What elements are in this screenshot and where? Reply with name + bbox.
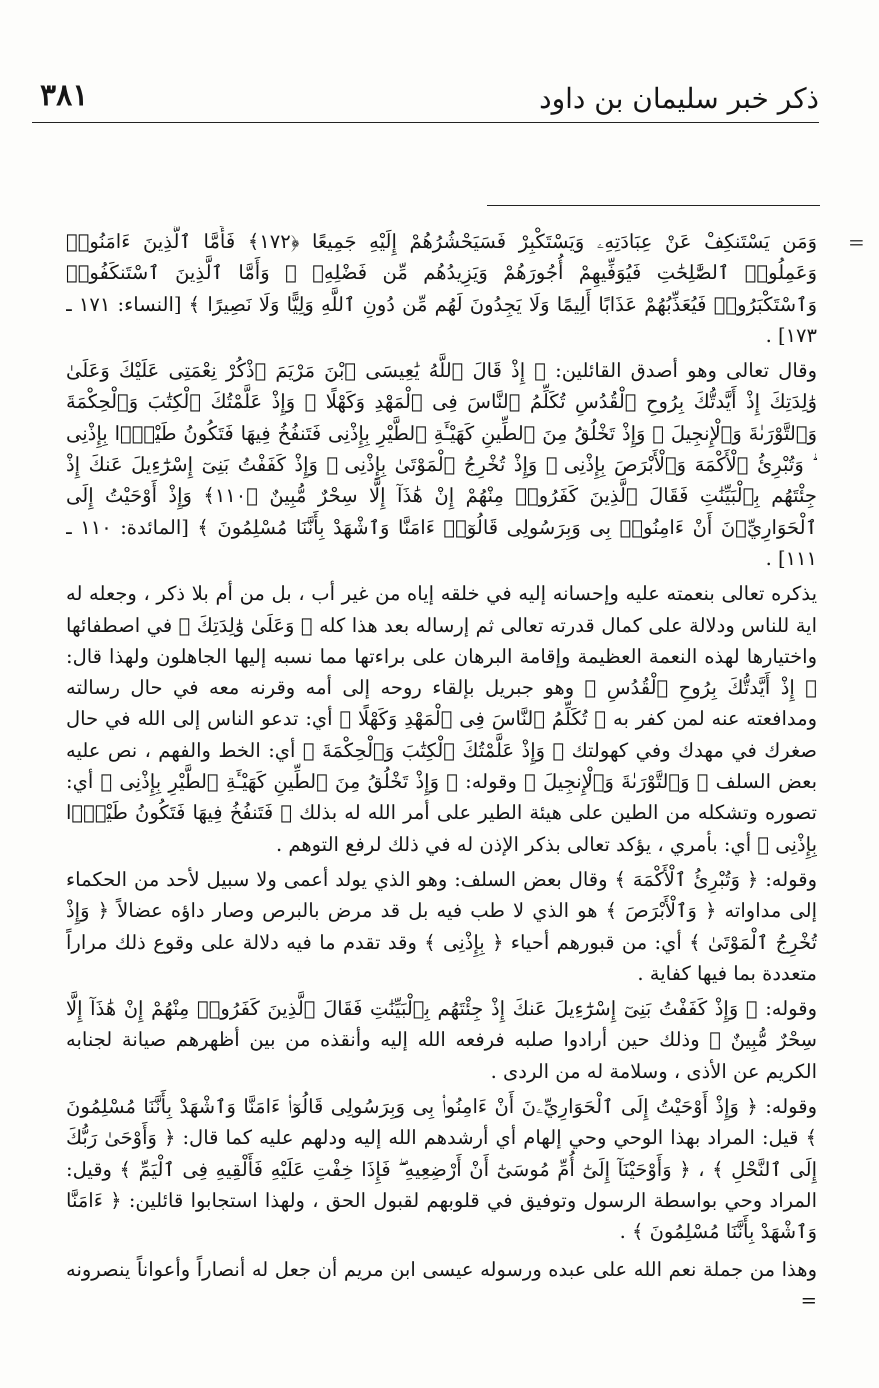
tafsir-paragraph-4: وقوله: ﴿ وَإِذْ أَوْحَيْتُ إِلَى ٱلْحَوَارِيِّۦنَ أَنْ ءَامِنُوا۟ بِى وَبِرَسُولِى قَالُوٓا۟ ءَامَنَّا وَٱشْهَدْ بِأَنَّنَا مُسْلِمُونَ ﴾ قيل: المراد بهذا الوحي وحي إلهام أي أرشدهم الله إليه ودلهم عليه كما قال: ﴿ وَأَوْحَىٰ رَبُّكَ إِلَى ٱلنَّحْلِ ﴾ ، ﴿ وَأَوْحَيْنَآ إِلَىٰٓ أُمِّ مُوسَىٰٓ أَنْ أَرْضِعِيهِ ۖ فَإِذَا خِفْتِ عَلَيْهِ فَأَلْقِيهِ فِى ٱلْيَمِّ ﴾ وقيل: المراد وحي بواسطة الرسول وتوفيق في قلوبهم لقبول الحق ، ولهذا استجابوا قائلين: ﴿ ءَامَنَّا وَٱشْهَدْ بِأَنَّنَا مُسْلِمُونَ ﴾ . [66,1095,817,1244]
separator-rule [487,205,820,206]
tafsir-paragraph-5: وهذا من جملة نعم الله على عبده ورسوله عيسى ابن مريم أن جعل له أنصاراً وأعواناً ينصرونه = [66,1257,817,1312]
quran-quote-nisa: وَمَن يَسْتَنكِفْ عَنْ عِبَادَتِهِۦ وَيَسْتَكْبِرْ فَسَيَحْشُرُهُمْ إِلَيْهِ جَمِيعًا ﴿١٧٢﴾ فَأَمَّا ٱلَّذِينَ ءَامَنُوا۟ وَعَمِلُوا۟ ٱلصَّٰلِحَٰتِ فَيُوَفِّيهِمْ أُجُورَهُمْ وَيَزِيدُهُم مِّن فَضْلِهِۦ ۖ وَأَمَّا ٱلَّذِينَ ٱسْتَنكَفُوا۟ وَٱسْتَكْبَرُوا۟ فَيُعَذِّبُهُمْ عَذَابًا أَلِيمًا وَلَا يَجِدُونَ لَهُم مِّن دُونِ ٱللَّهِ وَلِيًّا وَلَا نَصِيرًا ﴾ [النساء: ١٧١ ـ ١٧٣] . [66,230,817,347]
tafsir-paragraph-3: وقوله: ﴿ وَإِذْ كَفَفْتُ بَنِىٓ إِسْرَٰٓءِيلَ عَنكَ إِذْ جِئْتَهُم بِٱلْبَيِّنَٰتِ فَقَالَ ٱلَّذِينَ كَفَرُوا۟ مِنْهُمْ إِنْ هَٰذَآ إِلَّا سِحْرٌ مُّبِينٌ ﴾ وذلك حين أرادوا صلبه فرفعه الله إليه وأنقذه من بين أظهرهم صيانة لجنابه الكريم عن الأذى ، وسلامة له من الردى . [66,997,817,1083]
tafsir-paragraph-2: وقوله: ﴿ وَتُبْرِئُ ٱلْأَكْمَهَ ﴾ وقال بعض السلف: وهو الذي يولد أعمى ولا سبيل لأحد من الحكماء إلى مداواته ﴿ وَٱلْأَبْرَصَ ﴾ هو الذي لا طب فيه بل قد مرض بالبرص وصار داؤه عضالاً ﴿ وَإِذْ تُخْرِجُ ٱلْمَوْتَىٰ ﴾ أي: من قبورهم أحياء ﴿ بِإِذْنِى ﴾ وقد تقدم ما فيه دلالة على وقوع ذلك مراراً متعددة بما فيها كفاية . [66,867,817,985]
quran-quote-maida: وقال تعالى وهو أصدق القائلين: ﴿ إِذْ قَالَ ٱللَّهُ يَٰعِيسَى ٱبْنَ مَرْيَمَ ٱذْكُرْ نِعْمَتِى عَلَيْكَ وَعَلَىٰ وَٰلِدَتِكَ إِذْ أَيَّدتُّكَ بِرُوحِ ٱلْقُدُسِ تُكَلِّمُ ٱلنَّاسَ فِى ٱلْمَهْدِ وَكَهْلًا ۖ وَإِذْ عَلَّمْتُكَ ٱلْكِتَٰبَ وَٱلْحِكْمَةَ وَٱلتَّوْرَىٰةَ وَٱلْإِنجِيلَ ۖ وَإِذْ تَخْلُقُ مِنَ ٱلطِّينِ كَهَيْـَٔةِ ٱلطَّيْرِ بِإِذْنِى فَتَنفُخُ فِيهَا فَتَكُونُ طَيْرًۢا بِإِذْنِى ۖ وَتُبْرِئُ ٱلْأَكْمَهَ وَٱلْأَبْرَصَ بِإِذْنِى ۖ وَإِذْ تُخْرِجُ ٱلْمَوْتَىٰ بِإِذْنِى ۖ وَإِذْ كَفَفْتُ بَنِىٓ إِسْرَٰٓءِيلَ عَنكَ إِذْ جِئْتَهُم بِٱلْبَيِّنَٰتِ فَقَالَ ٱلَّذِينَ كَفَرُوا۟ مِنْهُمْ إِنْ هَٰذَآ إِلَّا سِحْرٌ مُّبِينٌ ﴿١١٠﴾ وَإِذْ أَوْحَيْتُ إِلَى ٱلْحَوَارِيِّۦنَ أَنْ ءَامِنُوا۟ بِى وَبِرَسُولِى قَالُوٓا۟ ءَامَنَّا وَٱشْهَدْ بِأَنَّنَا مُسْلِمُونَ ﴾ [المائدة: ١١٠ ـ ١١١] . [66,359,817,570]
continuation-marker: = [848,230,865,254]
tafsir-paragraph-1: يذكره تعالى بنعمته عليه وإحسانه إليه في خلقه إياه من غير أب ، بل من أم بلا ذكر ، وجعله له اية للناس ودلالة على كمال قدرته تعالى ثم إرساله بعد هذا كله ﴿ وَعَلَىٰ وَٰلِدَتِكَ ﴾ في اصطفائها واختيارها لهذه النعمة العظيمة وإقامة البرهان على براءتها مما نسبه إليها الجاهلون ولهذا قال: ﴿ إِذْ أَيَّدتُّكَ بِرُوحِ ٱلْقُدُسِ ﴾ وهو جبريل بإلقاء روحه إلى أمه وقرنه معه في حال رسالته ومدافعته عنه لمن كفر به ﴿ تُكَلِّمُ ٱلنَّاسَ فِى ٱلْمَهْدِ وَكَهْلًا ﴾ أي: تدعو الناس إلى الله في حال صغرك في مهدك وفي كهولتك ﴿ وَإِذْ عَلَّمْتُكَ ٱلْكِتَٰبَ وَٱلْحِكْمَةَ ﴾ أي: الخط والفهم ، نص عليه بعض السلف ﴿ وَٱلتَّوْرَىٰةَ وَٱلْإِنجِيلَ ﴾ وقوله: ﴿ وَإِذْ تَخْلُقُ مِنَ ٱلطِّينِ كَهَيْـَٔةِ ٱلطَّيْرِ بِإِذْنِى ﴾ أي: تصوره وتشكله من الطين على هيئة الطير على أمر الله له بذلك ﴿ فَتَنفُخُ فِيهَا فَتَكُونُ طَيْرًۢا بِإِذْنِى ﴾ أي: بأمري ، يؤكد تعالى بذكر الإذن له في ذلك لرفع التوهم . [66,582,817,856]
page-number: ٣٨١ [40,78,89,113]
running-title: ذكر خبر سليمان بن داود [539,82,819,115]
body-text [66,226,817,1360]
page-header [32,78,819,123]
